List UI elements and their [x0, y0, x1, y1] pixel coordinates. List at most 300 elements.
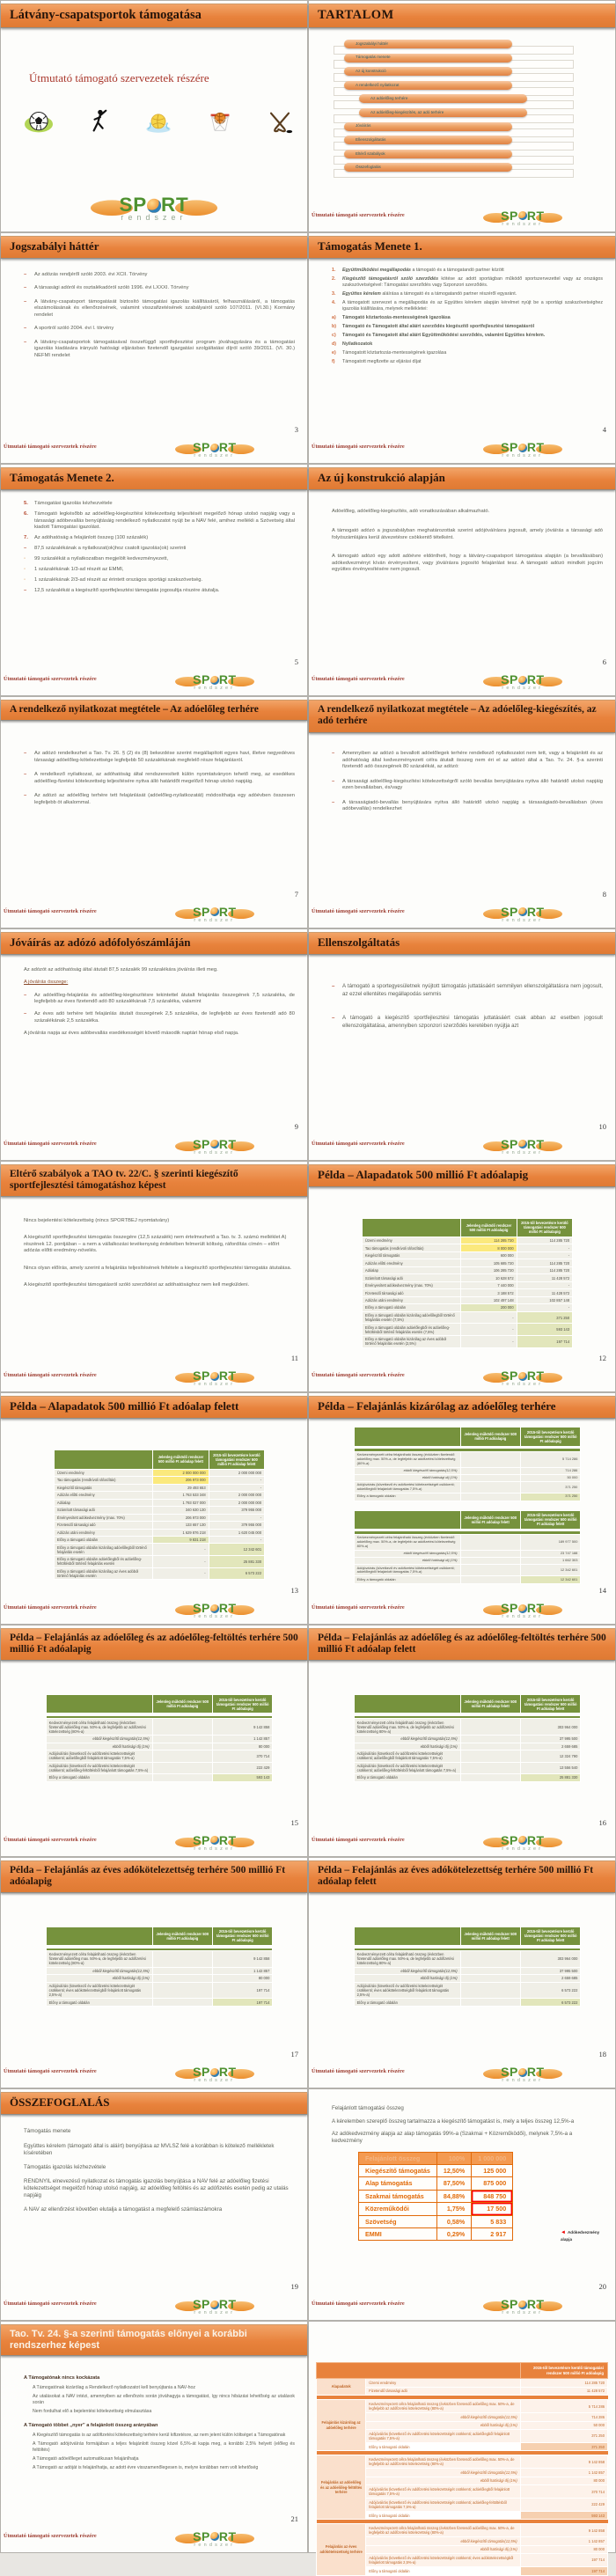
logo-text-sp: SP: [193, 2297, 210, 2312]
sport-rendszer-logo: [96, 194, 211, 223]
value-cell: 371 250: [520, 1482, 580, 1493]
ball-icon: [518, 444, 527, 452]
table-row: [354, 1474, 581, 1481]
slide-12: [308, 1161, 616, 1393]
list-item: [33, 2441, 295, 2454]
slide-title: Látvány-csapatsportok támogatása: [10, 8, 202, 22]
label-cell: Adójóváírás (következő év adófizetési kötelezettségét csökkenti; adóelőleg-feltöltésből felajánlott támogatás 7,5%-a): [354, 1762, 460, 1774]
slide-body: [24, 265, 295, 432]
slide-2: [308, 0, 616, 232]
list-item-text: Az adózó az adóelőleg terhére tett felajánlását (adóelőleg-nyilatkozatát) módosíthatja egy adóévben összesen legfeljebb öt alkalommal.: [34, 793, 295, 805]
bullet-list: [332, 268, 603, 365]
value-cell: [460, 1474, 520, 1481]
group-label-cell: Felajánlás az éves adókötelezettség terhére: [317, 2524, 366, 2575]
value-cell: 189 977 500: [520, 1534, 580, 1550]
toc-label: Támogatás menete: [356, 55, 391, 60]
bullet-marker: 3.: [332, 290, 336, 297]
column-header: 1 000 000: [472, 2152, 513, 2164]
column-header: 2015-től bevezetésre kerülő támogatási rendszer 500 millió Ft adóalapig: [212, 1926, 272, 1945]
toc-bar: [344, 67, 512, 76]
value-cell: 1 142 857: [212, 1967, 272, 1974]
list-item-text: A társasági adóelőleg-kiegészítési kötelezettségről szóló bevallás benyújtására nyitva álló határidő utolsó napjáig ezen bevallásban, és/vagy: [342, 778, 603, 791]
logo-subtext: rendszer: [194, 2542, 236, 2548]
value-cell: -: [209, 1484, 264, 1491]
ball-icon: [210, 2068, 219, 2077]
value-cell: -: [209, 1514, 264, 1521]
list-item-lead: Együttes kérelem: [342, 290, 381, 297]
table-row: [362, 1324, 572, 1336]
table-row: [362, 1281, 572, 1288]
value-cell: 11 428 572: [517, 1274, 572, 1281]
logo-word: [96, 194, 211, 216]
list-item-text: A látvány-csapatsportok támogatásával összefüggő sportfejlesztési program jóváhagyására és a támogatási igazolás kiadására irányuló hatósági eljárásban fizetendő igazgatási szolgáltatási díjról szóló 39/2011. (VI. 30.) NEFMI rendelet: [34, 339, 295, 358]
label-cell: Szövetség: [359, 2215, 437, 2227]
value-cell: 1 142 857: [520, 2537, 607, 2546]
value-cell: [460, 1493, 520, 1501]
paragraph: A jóváírás napja az éves adóbevallás esedékességét követő második naptári hónap első napja.: [24, 1031, 239, 1037]
toc-bar: [344, 136, 512, 144]
header-empty: [317, 2363, 521, 2379]
value-cell: 2 659 685: [520, 1975, 580, 1982]
list-item: [24, 501, 295, 508]
label-cell: Előny a támogató oldalán kizárólag adóelőlegből történő felajánlás esetén (7,5%): [362, 1311, 460, 1324]
bullet-list: [33, 2433, 295, 2471]
bullet-list: [332, 982, 603, 1031]
table-row: [54, 1514, 264, 1521]
logo-text-rt: RT: [526, 672, 545, 687]
list-item: [332, 982, 603, 998]
list-item: [33, 2433, 295, 2439]
bullet-marker: –: [24, 271, 27, 277]
paragraph: A kérelemben szereplő összeg tartalmazza a kiegészítő támogatást is, mely a teljes összeg 12,5%-a: [332, 2117, 575, 2125]
ball-icon: [210, 444, 219, 452]
table-row: [354, 1774, 581, 1781]
table-row: [359, 2190, 513, 2202]
label-cell: Előny a támogató oldalán: [366, 2567, 520, 2576]
list-item: [24, 299, 295, 319]
slide-body: [332, 1425, 603, 1592]
ball-icon: [518, 1836, 527, 1845]
value-cell: [152, 1951, 212, 1968]
label-cell: ebből hatósági díj (1%): [354, 1975, 460, 1982]
logo-word: [487, 1602, 559, 1615]
value-cell: 303 964 000: [520, 1951, 580, 1968]
page-number: 14: [598, 1586, 606, 1596]
slide-footer-text: Útmutató támogató szervezetek részére: [4, 1836, 97, 1843]
table-row: [54, 1556, 264, 1568]
logo-text-rt: RT: [526, 1601, 545, 1616]
basketball-hoop-icon: [209, 107, 231, 134]
value-cell: 102 857 148: [517, 1296, 572, 1303]
list-item: [24, 772, 295, 785]
logo-subtext: rendszer: [194, 917, 236, 923]
value-cell: [152, 1774, 212, 1781]
value-cell: 0,58%: [436, 2215, 471, 2227]
page-number: 16: [598, 1817, 606, 1827]
value-cell: 200 000: [461, 1304, 517, 1311]
bullet-list: [33, 2385, 295, 2415]
toc-item: [332, 122, 603, 136]
label-cell: ebből kiegészítő támogatás(12,5%): [366, 2537, 520, 2546]
bullet-marker: ◦: [24, 556, 26, 562]
value-cell: -: [517, 1304, 572, 1311]
value-cell: 370 714: [520, 2485, 607, 2499]
value-cell: [460, 1774, 520, 1781]
slide-footer-text: Útmutató támogató szervezetek részére: [4, 907, 97, 914]
list-item-text: [342, 276, 603, 289]
value-cell: -: [461, 1335, 517, 1347]
sport-rendszer-logo: [179, 2066, 251, 2083]
column-header: Jelenleg működő rendszer 500 millió Ft adóalapig: [461, 1218, 517, 1237]
paragraph: Adóelőleg, adóelőleg-kiegészítés, adó vonatkozásában alkalmazható.: [332, 509, 490, 515]
logo-subtext: rendszer: [194, 1382, 236, 1388]
logo-text-sp: SP: [193, 1601, 210, 1616]
value-cell: 114 285 720: [517, 1259, 572, 1266]
label-cell: Érvényesített adókedvezmény (max. 70%): [362, 1281, 460, 1288]
value-cell: 1 793 027 000: [153, 1499, 209, 1506]
slide-footer-text: Útmutató támogató szervezetek részére: [312, 2068, 405, 2075]
value-cell: 25 881 330: [520, 1774, 580, 1781]
label-cell: Üzemi eredmény: [362, 1237, 460, 1244]
logo-text-rt: RT: [218, 1832, 237, 1847]
list-item: [24, 567, 295, 574]
toc-item: [332, 108, 603, 122]
value-cell: 106 285 720: [461, 1266, 517, 1273]
column-header: Jelenleg működő rendszer 500 millió Ft adóalap felett: [460, 1926, 520, 1945]
column-header: 2015-től bevezetésre kerülő támogatási rendszer 500 millió Ft adóalapig: [520, 1427, 580, 1446]
table-row: [46, 1750, 273, 1763]
value-cell: [152, 1743, 212, 1750]
bullet-marker: –: [332, 1015, 335, 1022]
page-number: 20: [598, 2282, 606, 2292]
slide-title: Példa – Alapadatok 500 millió Ft adóalapig: [318, 1167, 529, 1181]
value-cell: 17 500: [472, 2203, 513, 2215]
label-cell: Előny a támogató oldalán: [366, 2442, 520, 2451]
page-number: 6: [602, 657, 606, 667]
list-item: [332, 300, 603, 312]
slide-footer-text: Útmutató támogató szervezetek részére: [312, 211, 405, 218]
value-cell: 197 714: [520, 2554, 607, 2567]
value-cell: 197 714: [212, 1999, 272, 2006]
value-cell: 23 747 188: [520, 1550, 580, 1557]
table-row: [54, 1522, 264, 1529]
value-cell: [460, 1975, 520, 1982]
paragraph: Felajánlott támogatási összeg: [332, 2105, 404, 2112]
value-cell: 1 142 857: [212, 1736, 272, 1743]
annotation-text: Adókedvezmény alapja: [561, 2230, 600, 2242]
bullet-marker: –: [24, 588, 27, 594]
paragraph: A Támogató többet „nyer” a felajánlott összeg arányában: [24, 2422, 158, 2428]
label-cell: Előny a támogató oldalán: [354, 1999, 460, 2006]
logo-text-sp: SP: [501, 904, 518, 919]
logo-subtext: rendszer: [502, 1614, 544, 1620]
value-cell: 8 000 000: [461, 1244, 517, 1251]
table-row: [354, 1467, 581, 1474]
slide-footer-text: Útmutató támogató szervezetek részére: [312, 2301, 405, 2308]
label-cell: EMMI: [359, 2227, 437, 2240]
value-cell: 6 573 222: [520, 1999, 580, 2006]
slide-body: [332, 265, 603, 432]
label-cell: Üzemi eredmény: [54, 1469, 152, 1476]
value-cell: 206 973 000: [153, 1477, 209, 1484]
value-cell: 50 000: [520, 2421, 607, 2430]
label-cell: Előny a támogató oldalán: [366, 2511, 520, 2520]
bullet-marker: –: [24, 326, 27, 332]
slide-footer-text: Útmutató támogató szervezetek részére: [4, 2301, 97, 2308]
table-row: [354, 1999, 581, 2006]
value-cell: 370 714: [212, 1750, 272, 1763]
paragraph: A támogató adózó egy adott adóévre eldöntheti, hogy a látvány-csapatsport támogatása alapján (a bevallásában) adókedvezményt kíván érvényesíteni, vagy jóváírásra jogosító felajánlást tesz. A támogató adózó mindkét jogcím együttes érvényesítésére nem jogosult.: [332, 554, 603, 573]
slide-title: Jogszabályi háttér: [10, 239, 99, 253]
value-cell: [460, 1999, 520, 2006]
table-row: [359, 2227, 513, 2240]
label-cell: Tao támogatás (rendkívüli ráfordítás): [362, 1244, 460, 1251]
slide-title: TARTALOM: [318, 8, 394, 22]
value-cell: 2 000 000 000: [209, 1492, 264, 1499]
slide-13: [0, 1392, 308, 1625]
list-item: [24, 340, 295, 360]
bullet-marker: –: [24, 793, 27, 799]
sport-rendszer-logo: [487, 1602, 559, 1619]
slide-body: [24, 2367, 295, 2521]
sport-rendszer-logo: [487, 441, 559, 459]
slide-footer-text: Útmutató támogató szervezetek részére: [4, 2532, 97, 2539]
table-row: [354, 1762, 581, 1774]
ball-icon: [210, 2301, 219, 2309]
slide-title: Támogatás Menete 2.: [10, 471, 114, 485]
table-row: [354, 1719, 581, 1736]
value-cell: [460, 1736, 520, 1743]
slide-4: [308, 232, 616, 465]
table-row: [46, 1951, 273, 1968]
example-table: [46, 1926, 274, 2007]
table-row: [46, 1719, 273, 1736]
list-item: [33, 2465, 295, 2471]
slide-footer-text: Útmutató támogató szervezetek részére: [312, 1604, 405, 1611]
label-cell: ebből hatósági díj (1%): [46, 1743, 152, 1750]
sport-rendszer-logo: [487, 1834, 559, 1852]
slide-title: Támogatás Menete 1.: [318, 239, 422, 253]
list-item-text: [342, 291, 603, 297]
value-cell: 593 143: [517, 1324, 572, 1336]
table-header-row: [354, 1427, 581, 1446]
list-item: [332, 350, 603, 356]
slide-footer-text: Útmutató támogató szervezetek részére: [4, 676, 97, 683]
value-cell: -: [209, 1477, 264, 1484]
slide-footer-text: Útmutató támogató szervezetek részére: [312, 676, 405, 683]
sport-rendszer-logo: [487, 1369, 559, 1387]
logo-text-sp: SP: [193, 2065, 210, 2080]
table-row: [354, 1550, 581, 1557]
slide-footer-text: Útmutató támogató szervezetek részére: [312, 1372, 405, 1379]
list-item: [24, 793, 295, 806]
value-cell: 11 428 572: [520, 2387, 607, 2396]
list-item: [24, 751, 295, 764]
column-header: Jelenleg működő rendszer 500 millió Ft adóalapig: [460, 1427, 520, 1446]
toc-bar: [344, 40, 512, 48]
label-cell: Előny a támogató oldalán: [362, 1304, 460, 1311]
label-cell: Számított társasági adó: [54, 1507, 152, 1514]
list-item-text: Amennyiben az adózó a bevallott adóelőlegek terhére rendelkező nyilatkozatot nem tett, vagy a felajánlott és az adóhatóság által kedvezményezett célra átutalt összeg nem éri el az adózó által a Tao. Tv. 24. §-a szerinti fizetendő adó összegének 80 százalékát, az adózó:: [342, 751, 603, 770]
paragraph: Nincs bejelentési kötelezettség (nincs SPORTBEJ nyomtatvány): [24, 1217, 170, 1223]
slide-title: Példa – Felajánlás az éves adókötelezettség terhére 500 millió Ft adóalapig: [10, 1864, 286, 1887]
label-cell: Előny a támogató oldalán kizárólag adóelőlegből történő felajánlás esetén: [54, 1544, 152, 1556]
page-number: 8: [602, 889, 606, 899]
value-cell: 5 714 286: [520, 1451, 580, 1467]
paragraph: Nincs olyan előírás, amely szerint a felajánlás teljesítésének feltétele a kiegészítő sportfejlesztési támogatás átutalása.: [24, 1265, 292, 1271]
group-label-cell: Felajánlás az adóelőleg és az adóelőleg-feltöltés terhére: [317, 2455, 366, 2520]
toc-label: A rendelkező nyilatkozat: [356, 82, 400, 87]
logo-subtext: rendszer: [121, 214, 187, 223]
table-header-row: [354, 1926, 581, 1945]
label-cell: Adójóváírás (következő év adófizetési kötelezettségét csökkenti; adóelőlegből felajánlott támogatás 7,5%-a): [354, 1482, 460, 1493]
value-cell: 12 324 790: [520, 1750, 580, 1763]
label-cell: ebből kiegészítő támogatás(12,5%): [354, 1967, 460, 1974]
slide-title-banner: [1, 932, 307, 955]
label-cell: Számított társasági adó: [362, 1274, 460, 1281]
value-cell: [152, 1762, 212, 1774]
toc-list: [332, 40, 603, 177]
slide-body: [316, 2327, 608, 2573]
bullet-list: [24, 501, 295, 595]
list-item-text: Az adóhatóság a felajánlott összeg (100 százalék): [34, 535, 149, 541]
ball-icon: [518, 1372, 527, 1381]
page-number: 19: [290, 2282, 298, 2292]
list-item: [332, 315, 603, 321]
value-cell: -: [461, 1311, 517, 1324]
table-row: [317, 2455, 608, 2469]
logo-subtext: rendszer: [502, 221, 544, 227]
sport-rendszer-logo: [179, 673, 251, 691]
slide-body: [332, 1904, 603, 2057]
list-item-text: Támogatási igazolás kézhezvétele: [34, 500, 113, 506]
value-cell: -: [517, 1281, 572, 1288]
table-row: [354, 1482, 581, 1493]
label-cell: Adójóváírás (következő év adófizetési kötelezettségét csökkenti; adóelőlegből felajánlott támogatás 7,5%-a): [354, 1565, 460, 1576]
label-cell: Kedvezményezett célra felajánlható összeg (évközben fizetendő adóelőleg max. 50%-a, de legfeljebb az adófizetési kötelezettség 80%-a): [354, 1534, 460, 1550]
table-row: [362, 1266, 572, 1273]
bullet-marker: 7.: [24, 535, 28, 541]
logo-text-sp: SP: [501, 672, 518, 687]
list-item-text: 99 százalékát a nyilatkozatban megjelölt kedvezményezett,: [34, 556, 169, 562]
table-row: [54, 1492, 264, 1499]
table-row: [46, 1967, 273, 1974]
logo-text-sp: SP: [119, 193, 147, 216]
label-cell: Kiegészítő támogatás: [54, 1484, 152, 1491]
label-cell: Adójóváírás (következő év adófizetési kötelezettségét csökkenti; éves adókötelezettségből felajánlott támogatás 2,5%-a): [366, 2554, 520, 2567]
label-cell: Kedvezményezett célra felajánlható összeg (évközben fizetendő adóelőleg max. 50%-a, de legfeljebb az adófizetési kötelezettség 80%-a): [354, 1951, 460, 1968]
paragraph: A kiegészítő sportfejlesztési támogatásról szóló szerződést az adóhatósághoz nem kell megküldeni.: [24, 1282, 250, 1288]
summary-table: [316, 2362, 608, 2575]
ball-icon: [210, 907, 219, 916]
value-cell: 12 342 601: [520, 1576, 580, 1583]
logo-text-rt: RT: [218, 440, 237, 455]
column-header: 2015-től bevezetésre kerülő támogatási rendszer 500 millió Ft adóalap felett: [209, 1450, 264, 1469]
paragraph: A jóváírás összege:: [24, 980, 69, 986]
label-cell: Alap támogatás: [359, 2177, 437, 2190]
table-row: [362, 1296, 572, 1303]
logo-text-rt: RT: [526, 208, 545, 223]
list-item: [332, 751, 603, 771]
logo-text-sp: SP: [501, 2065, 518, 2080]
label-cell: Kedvezményezett célra felajánlható összeg (évközben fizetendő adóelőleg max. 50%-a, de legfeljebb az adófizetési kötelezettség (80%-a): [46, 1951, 152, 1968]
label-cell: Kedvezményezett célra felajánlható összeg (évközben fizetendő adóelőleg max. 50%-a, de legfeljebb az adófizetési kötelezettség (80%-a): [366, 2455, 520, 2469]
list-item-text: A Kiegészítő támogatás is az adófizetési kötelezettség terhére kerül kifizetésre, az nem jelent külön költséget a Támogatónak: [33, 2432, 286, 2438]
table-header-row: [317, 2363, 608, 2379]
bullet-marker: a): [332, 314, 336, 320]
column-header: 2015-től bevezetésre kerülő támogatási rendszer 500 millió Ft adóalapig: [517, 1218, 572, 1237]
list-item-text: Támogatott megfizette az eljárási díjat: [342, 359, 422, 365]
value-cell: -: [517, 1251, 572, 1259]
table-header-row: [54, 1450, 264, 1469]
label-cell: ebből kiegészítő támogatás(12,5%): [366, 2413, 520, 2422]
toc-item: [332, 40, 603, 54]
label-cell: Kedvezményezett célra felajánlható összeg (évközben fizetendő adóelőleg max. 50%-a, de legfeljebb az adófizetési kötelezettség (80%-a): [354, 1451, 460, 1467]
label-cell: Kedvezményezett célra felajánlható összeg (évközben fizetendő adóelőleg max. 50%-a, de legfeljebb az adófizetési kötelezettség (80%-a): [366, 2524, 520, 2537]
value-cell: 593 143: [520, 2511, 607, 2520]
sport-rendszer-logo: [487, 673, 559, 691]
slide-9: [0, 928, 308, 1161]
slide-8: [308, 696, 616, 928]
page-number: 11: [290, 1354, 298, 1363]
slide-title-banner: [309, 236, 615, 259]
page-number: 10: [598, 1121, 606, 1131]
slide-22: [308, 2321, 616, 2573]
list-item-text: A támogató a kiegészítő sportfejlesztési támogatás juttatásáért csak abban az esetben jogosult ellenszolgáltatása, amennyiben szponzori szerződés keretében nyújtja azt: [342, 1015, 603, 1030]
logo-word: [487, 1834, 559, 1847]
value-cell: 12 342 601: [209, 1544, 264, 1556]
toc-item: [332, 67, 603, 81]
ball-icon: [518, 907, 527, 916]
toc-item: [332, 136, 603, 150]
label-cell: Adójóváírás (következő év adófizetési kötelezettségét csökkenti; adóelőlegből felajánlott támogatás 7,5%-a): [46, 1750, 152, 1763]
logo-text-rt: RT: [526, 904, 545, 919]
value-cell: 9 142 858: [520, 2524, 607, 2537]
logo-text-sp: SP: [193, 1136, 210, 1151]
list-item-rest: kötése az adott sportágban működő sportszervezettel vagy az országos szakszövetségével: Támogatási szerződés vagy Szponzori szerződés.: [342, 275, 603, 288]
toc-item: [332, 163, 603, 177]
list-item-text: A Támogató adóelőleget automatikusan felajánlhatja: [33, 2455, 139, 2462]
label-cell: Előny a támogató oldalán kizárólag az éves adóból történő felajánlás esetén: [54, 1567, 152, 1580]
value-cell: 50 000: [520, 1474, 580, 1481]
arrow-left-icon: ◄: [561, 2230, 566, 2236]
value-cell: [152, 1982, 212, 1999]
label-cell: Adójóváírás (következő év adófizetési kötelezettségét csökkenti; éves adókötelezettségből felajánlott támogatás 2,5%-a): [46, 1982, 152, 1999]
ball-icon: [147, 198, 161, 212]
slide-5: [0, 464, 308, 696]
slide-14: [308, 1392, 616, 1625]
slide-title: Eltérő szabályok a TAO tv. 22/C. § szerinti kiegészítő sportfejlesztési támogatáshoz képest: [10, 1168, 238, 1191]
value-cell: 371 250: [517, 1311, 572, 1324]
table-header-row: [46, 1695, 273, 1714]
value-cell: 11 428 572: [517, 1289, 572, 1296]
table-row: [354, 1982, 581, 1999]
label-cell: ebből hatósági díj (1%): [366, 2421, 520, 2430]
slide-title-banner: [309, 932, 615, 955]
list-item: [24, 546, 295, 553]
table-header-row: [46, 1926, 273, 1945]
page-number: 5: [294, 657, 298, 667]
value-cell: 80 000: [520, 2477, 607, 2485]
table-row: [354, 1750, 581, 1763]
bullet-marker: ◦: [24, 567, 26, 573]
value-cell: -: [153, 1544, 209, 1556]
label-cell: Szakmai támogatás: [359, 2190, 437, 2202]
table-row: [54, 1537, 264, 1544]
column-header: Jelenleg működő rendszer 500 millió Ft adóalap felett: [153, 1450, 209, 1469]
table-row: [354, 1565, 581, 1576]
logo-text-rt: RT: [526, 1136, 545, 1151]
